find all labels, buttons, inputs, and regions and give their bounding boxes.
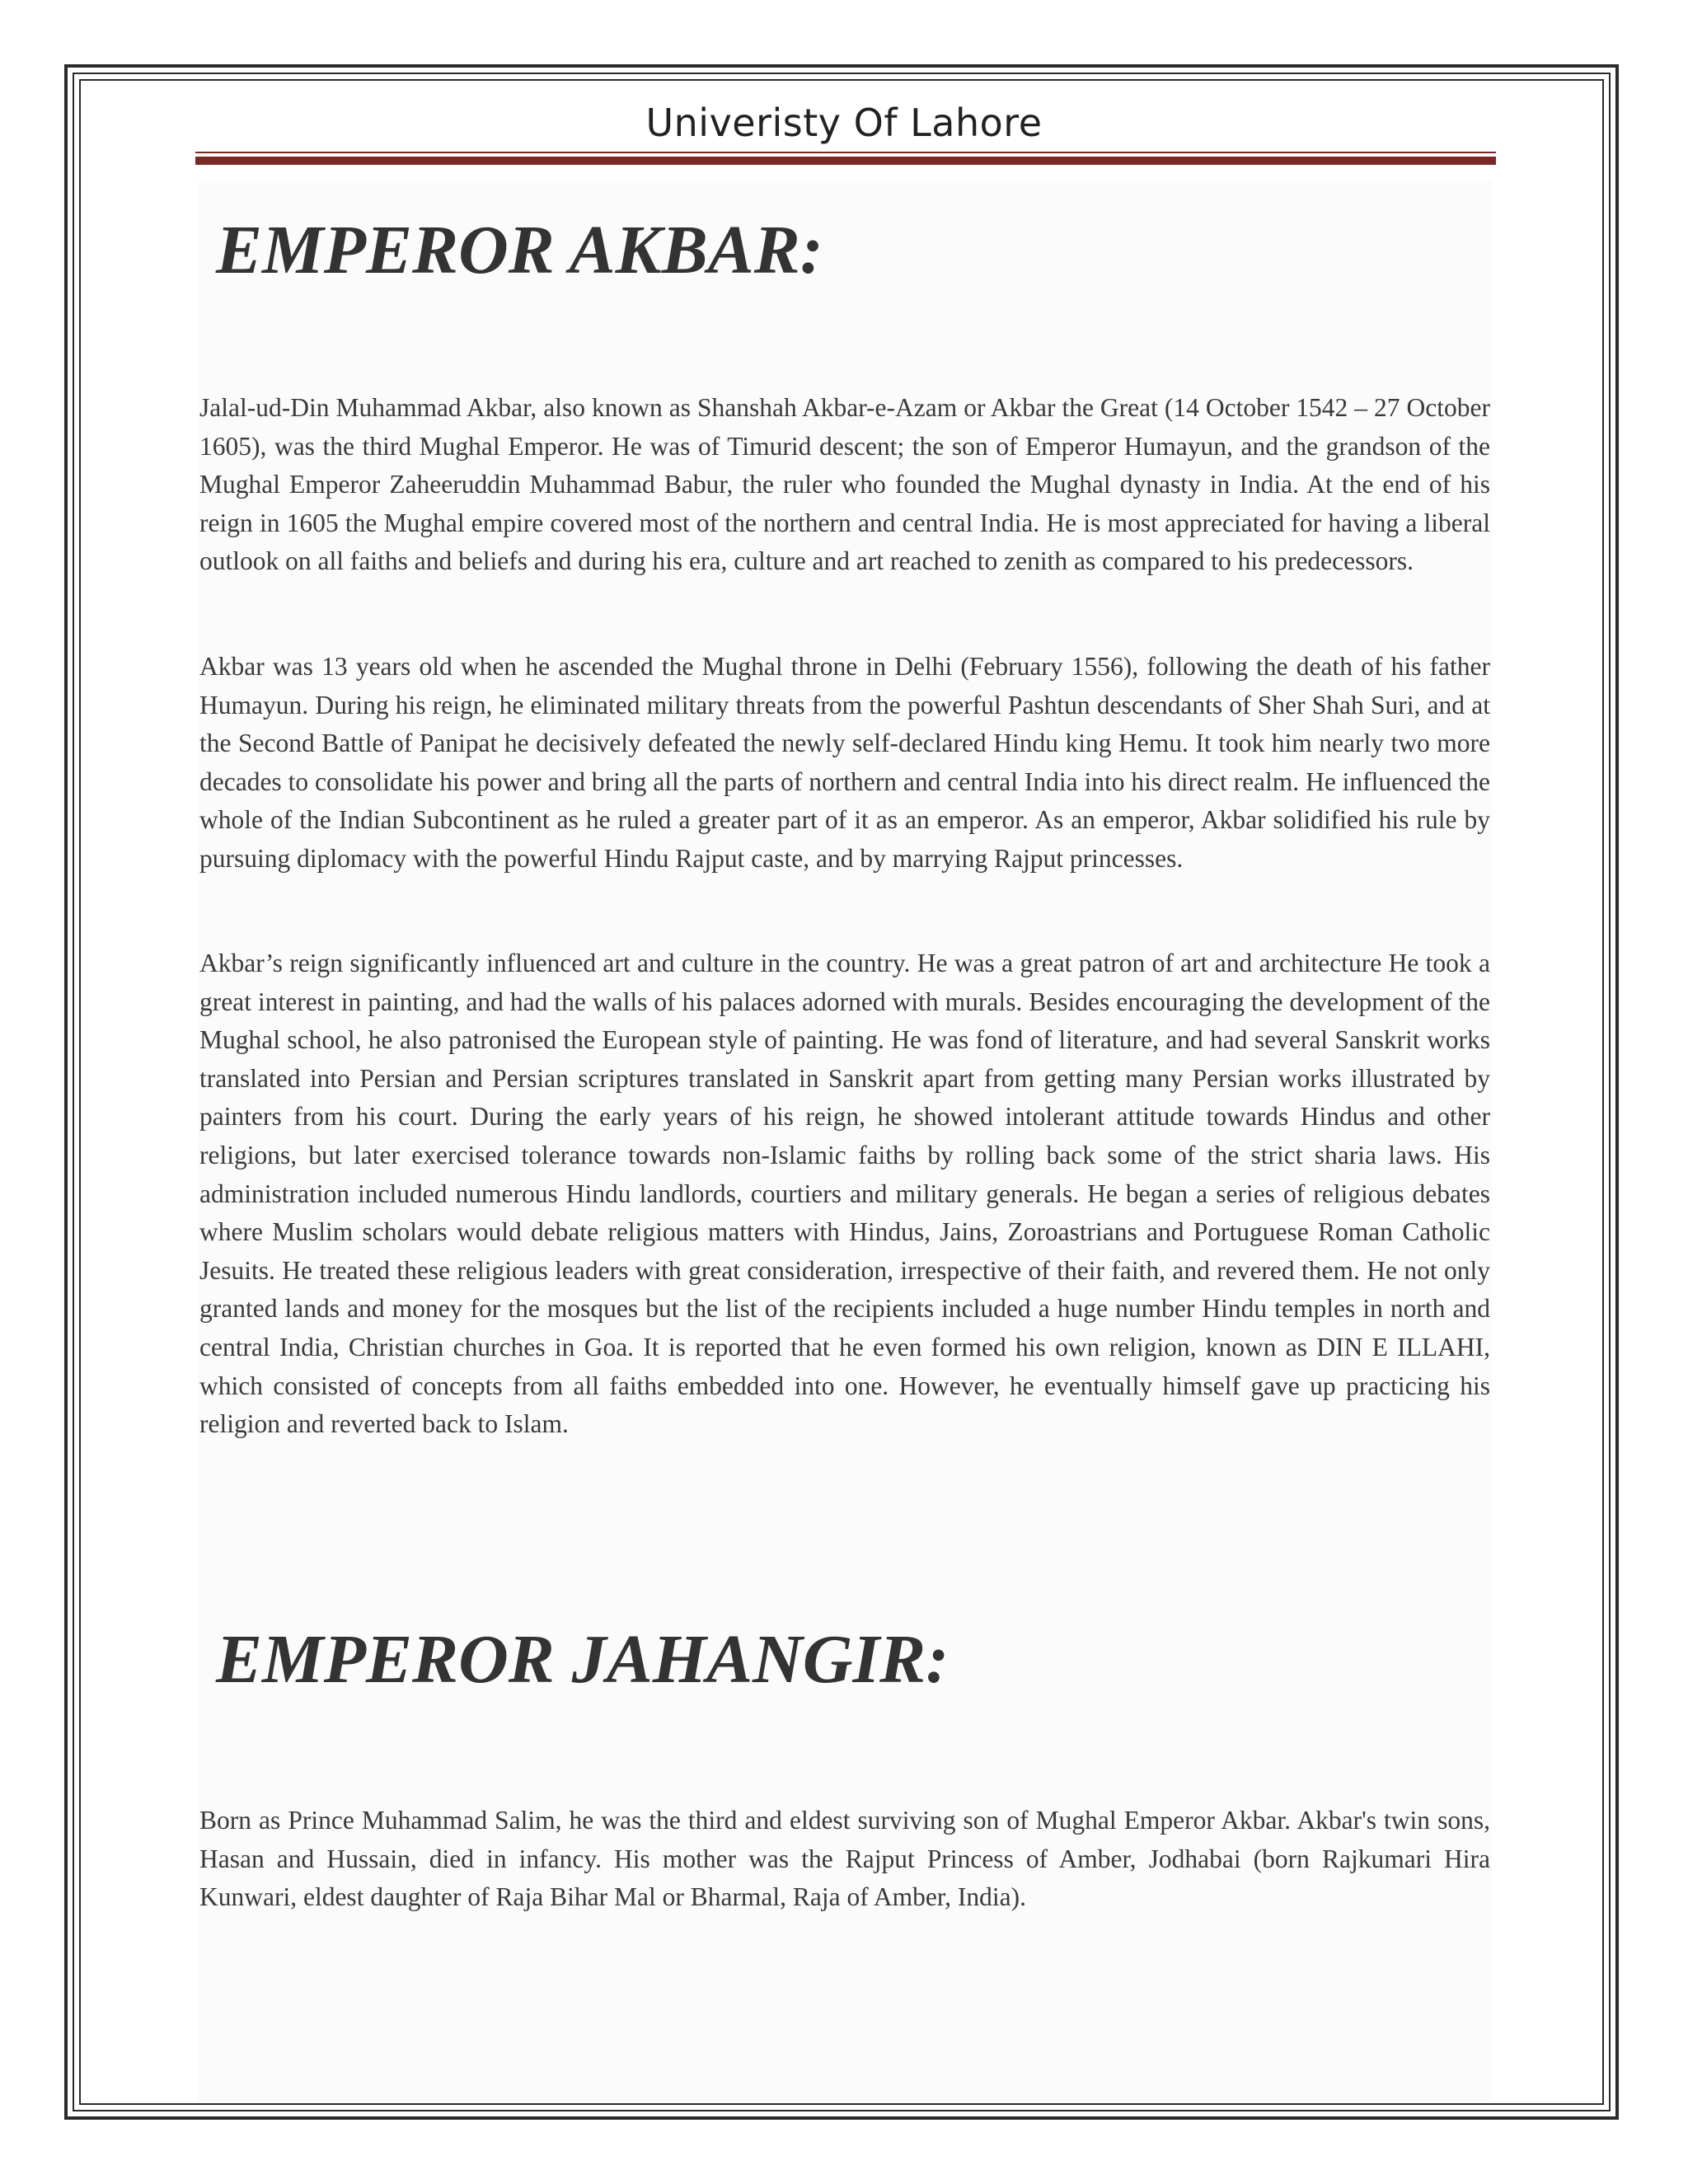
section-heading-akbar: EMPEROR AKBAR: [216, 212, 823, 288]
header-rule-thin [195, 152, 1496, 153]
jahangir-paragraph-1: Born as Prince Muhammad Salim, he was the third and eldest surviving son of Mughal Emperor Akbar. Akbar's twin sons, Hasan and Hussain, died in infancy. His mother was the Rajput Princess of Amber, Jodhabai (born Rajkumari Hira Kunwari, eldest daughter of Raja Bihar Mal or Bharmal, Raja of Amber, India). [199, 1806, 1490, 1912]
header-rule-thick [195, 157, 1496, 165]
document-header-title: Univeristy Of Lahore [645, 101, 1043, 145]
akbar-paragraph-1: Jalal-ud-Din Muhammad Akbar, also known as Shanshah Akbar-e-Azam or Akbar the Great (14 October 1542 – 27 October 1605), was the third Mughal Emperor. He was of Timurid descent; the son of Emperor Humayun, and the grandson of the Mughal Emperor Zaheeruddin Muhammad Babur, the ruler who founded the Mughal dynasty in India. At the end of his reign in 1605 the Mughal empire covered most of the northern and central India. He is most appreciated for having a liberal outlook on all faiths and beliefs and during his era, culture and art reached to zenith as compared to his predecessors. [199, 393, 1490, 576]
section-heading-jahangir: EMPEROR JAHANGIR: [216, 1621, 950, 1698]
akbar-paragraph-2: Akbar was 13 years old when he ascended the Mughal throne in Delhi (February 1556), following the death of his father Humayun. During his reign, he eliminated military threats from the powerful Pashtun descendants of Sher Shah Suri, and at the Second Battle of Panipat he decisively defeated the newly self-declared Hindu king Hemu. It took him nearly two more decades to consolidate his power and bring all the parts of northern and central India into his direct realm. He influenced the whole of the Indian Subcontinent as he ruled a greater part of it as an emperor. As an emperor, Akbar solidified his rule by pursuing diplomacy with the powerful Hindu Rajput caste, and by marrying Rajput princesses. [199, 652, 1490, 873]
akbar-paragraph-3: Akbar’s reign significantly influenced art and culture in the country. He was a great patron of art and architecture He took a great interest in painting, and had the walls of his palaces adorned with murals. Besides encouraging the development of the Mughal school, he also patronised the European style of painting. He was fond of literature, and had several Sanskrit works translated into Persian and Persian scriptures translated in Sanskrit apart from getting many Persian works illustrated by painters from his court. During the early years of his reign, he showed intolerant attitude towards Hindus and other religions, but later exercised tolerance towards non-Islamic faiths by rolling back some of the strict sharia laws. His administration included numerous Hindu landlords, courtiers and military generals. He began a series of religious debates where Muslim scholars would debate religious matters with Hindus, Jains, Zoroastrians and Portuguese Roman Catholic Jesuits. He treated these religious leaders with great consideration, irrespective of their faith, and revered them. He not only granted lands and money for the mosques but the list of the recipients included a huge number Hindu temples in north and central India, Christian churches in Goa. It is reported that he even formed his own religion, known as DIN E ILLAHI, which consisted of concepts from all faiths embedded into one. However, he eventually himself gave up practicing his religion and reverted back to Islam. [199, 949, 1490, 1439]
